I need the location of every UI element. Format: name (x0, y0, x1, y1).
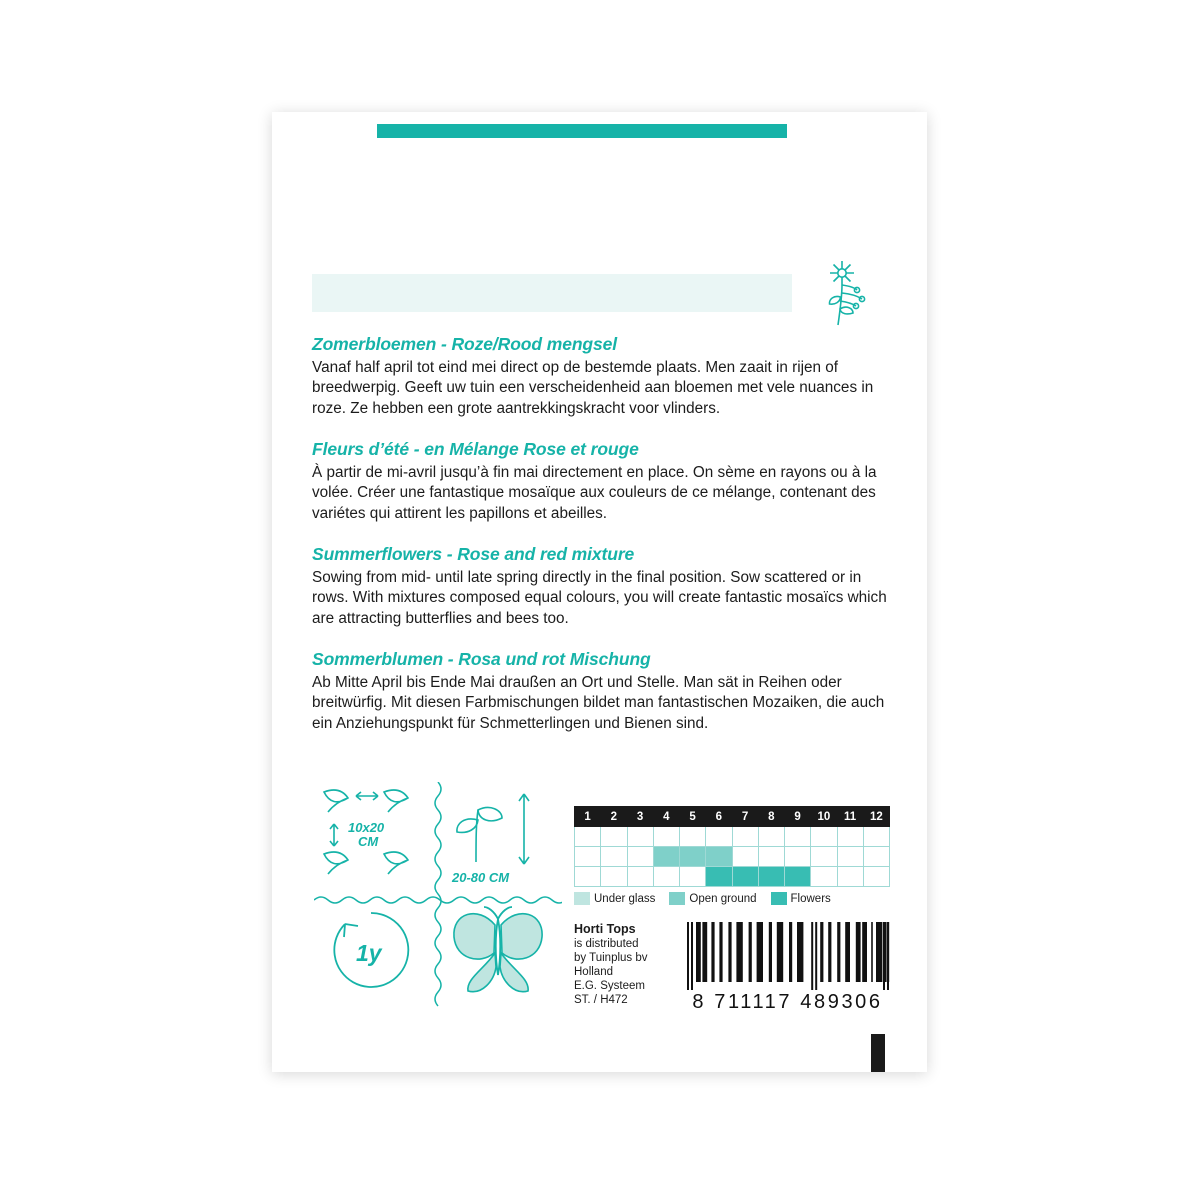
month-header: 8 (758, 807, 784, 827)
legend-swatch-mid (669, 892, 685, 905)
butterfly-icon-cell (438, 895, 564, 1010)
spacing-icon-cell (312, 780, 438, 895)
calendar-legend (574, 892, 890, 905)
calendar-cell (627, 867, 653, 887)
calendar-row-open-ground (575, 847, 890, 867)
legend-label: Flowers (790, 892, 831, 905)
legend-item-flowers (771, 892, 831, 905)
month-header: 10 (811, 807, 837, 827)
sowing-calendar (574, 806, 890, 905)
legend-item-under-glass (574, 892, 655, 905)
height-icon-cell (438, 780, 564, 895)
packet-footer (574, 922, 890, 1014)
calendar-cell (601, 847, 627, 867)
calendar-cell (680, 827, 706, 847)
description-sections (312, 334, 890, 754)
calendar-cell (732, 867, 758, 887)
calendar-cell (863, 827, 889, 847)
section-heading-de: Sommerblumen - Rosa und rot Mischung (312, 649, 651, 670)
brand-line-1: is distributed (574, 938, 639, 950)
month-header: 3 (627, 807, 653, 827)
seed-packet-back (272, 112, 927, 1072)
calendar-cell (837, 847, 863, 867)
brand-line-5: ST. / H472 (574, 994, 628, 1007)
calendar-cell (837, 827, 863, 847)
brand-block (574, 922, 678, 1007)
calendar-cell (706, 867, 732, 887)
barcode (685, 922, 890, 1014)
calendar-cell (732, 827, 758, 847)
calendar-cell (758, 867, 784, 887)
flower-icon (812, 255, 882, 330)
legend-label: Under glass (594, 892, 656, 905)
calendar-cell (627, 847, 653, 867)
legend-swatch-dark (771, 892, 787, 905)
icon-grid (312, 780, 564, 1010)
month-header: 7 (732, 807, 758, 827)
calendar-cell (601, 827, 627, 847)
lifecycle-label: 1y (356, 940, 382, 966)
calendar-cell (706, 847, 732, 867)
section-heading-fr: Fleurs d’été - en Mélange Rose et rouge (312, 439, 639, 460)
section-heading-nl: Zomerbloemen - Roze/Rood mengsel (312, 334, 618, 354)
lifecycle-icon-cell (312, 895, 438, 1010)
month-header: 5 (680, 807, 706, 827)
calendar-cell (653, 847, 679, 867)
top-accent-bar (377, 124, 787, 138)
calendar-cell (837, 867, 863, 887)
calendar-cell (575, 827, 601, 847)
calendar-cell (811, 867, 837, 887)
section-heading-en: Summerflowers - Rose and red mixture (312, 544, 635, 565)
month-header: 6 (706, 807, 732, 827)
section-en (312, 544, 890, 629)
brand-line-2: by Tuinplus bv (574, 952, 648, 965)
calendar-cell (785, 867, 811, 887)
spacing-label-line1: 10x20 (348, 820, 385, 835)
calendar-cell (863, 847, 889, 867)
section-nl (312, 334, 890, 419)
calendar-header-row (575, 807, 890, 827)
section-fr (312, 439, 890, 524)
calendar-cell (680, 847, 706, 867)
calendar-cell (758, 847, 784, 867)
calendar-cell (785, 827, 811, 847)
calendar-cell (575, 847, 601, 867)
brand-line-4: E.G. Systeem (574, 980, 645, 993)
legend-swatch-light (574, 892, 590, 905)
calendar-cell (653, 827, 679, 847)
height-label: 20-80 CM (452, 870, 510, 885)
calendar-cell (863, 867, 889, 887)
bottom-black-marker (871, 1034, 885, 1072)
barcode-bars (685, 922, 890, 990)
section-body-nl: Vanaf half april tot eind mei direct op de bestemde plaats. Men zaait in rijen of breedwerpig. Geeft uw tuin een verscheidenheid aan bloemen met vele nuances in roze. Ze hebben een grote aantrekkingskracht voor vlinders. (312, 359, 874, 417)
section-body-en: Sowing from mid- until late spring directly in the final position. Sow scattered or in rows. With mixtures composed equal colours, you will create fantastic mosaïcs which are attracting butterflies and bees too. (312, 569, 887, 627)
calendar-table (574, 806, 890, 887)
month-header: 1 (575, 807, 601, 827)
brand-name: Horti Tops (574, 922, 636, 936)
calendar-cell (601, 867, 627, 887)
barcode-number: 8 711117 489306 (692, 991, 883, 1013)
calendar-row-under-glass (575, 827, 890, 847)
calendar-cell (811, 847, 837, 867)
calendar-cell (811, 827, 837, 847)
calendar-cell (785, 847, 811, 867)
month-header: 9 (785, 807, 811, 827)
title-strip (312, 274, 792, 312)
section-body-fr: À partir de mi-avril jusqu’à fin mai directement en place. On sème en rayons ou à la volée. Créer une fantastique mosaïque aux couleurs de ce mélange, contenant des variétes qui attirent les papillons et abeilles. (312, 464, 877, 522)
month-header: 11 (837, 807, 863, 827)
month-header: 4 (653, 807, 679, 827)
calendar-cell (732, 847, 758, 867)
calendar-cell (627, 827, 653, 847)
section-de (312, 649, 890, 734)
brand-line-3: Holland (574, 966, 613, 979)
month-header: 12 (863, 807, 889, 827)
section-body-de: Ab Mitte April bis Ende Mai draußen an Ort und Stelle. Man sät in Reihen oder breitwürfig. Mit diesen Farbmischungen bildet man fantastischen Mozaiken, die auch ein Anziehungspunkt für Schmetterlingen und Bienen sind. (312, 674, 885, 732)
month-header: 2 (601, 807, 627, 827)
legend-label: Open ground (689, 892, 757, 905)
legend-item-open-ground (669, 892, 756, 905)
calendar-cell (653, 867, 679, 887)
calendar-row-flowers (575, 867, 890, 887)
spacing-label-line2: CM (358, 834, 379, 849)
calendar-cell (575, 867, 601, 887)
calendar-cell (680, 867, 706, 887)
calendar-cell (706, 827, 732, 847)
calendar-cell (758, 827, 784, 847)
calendar-body (575, 827, 890, 887)
